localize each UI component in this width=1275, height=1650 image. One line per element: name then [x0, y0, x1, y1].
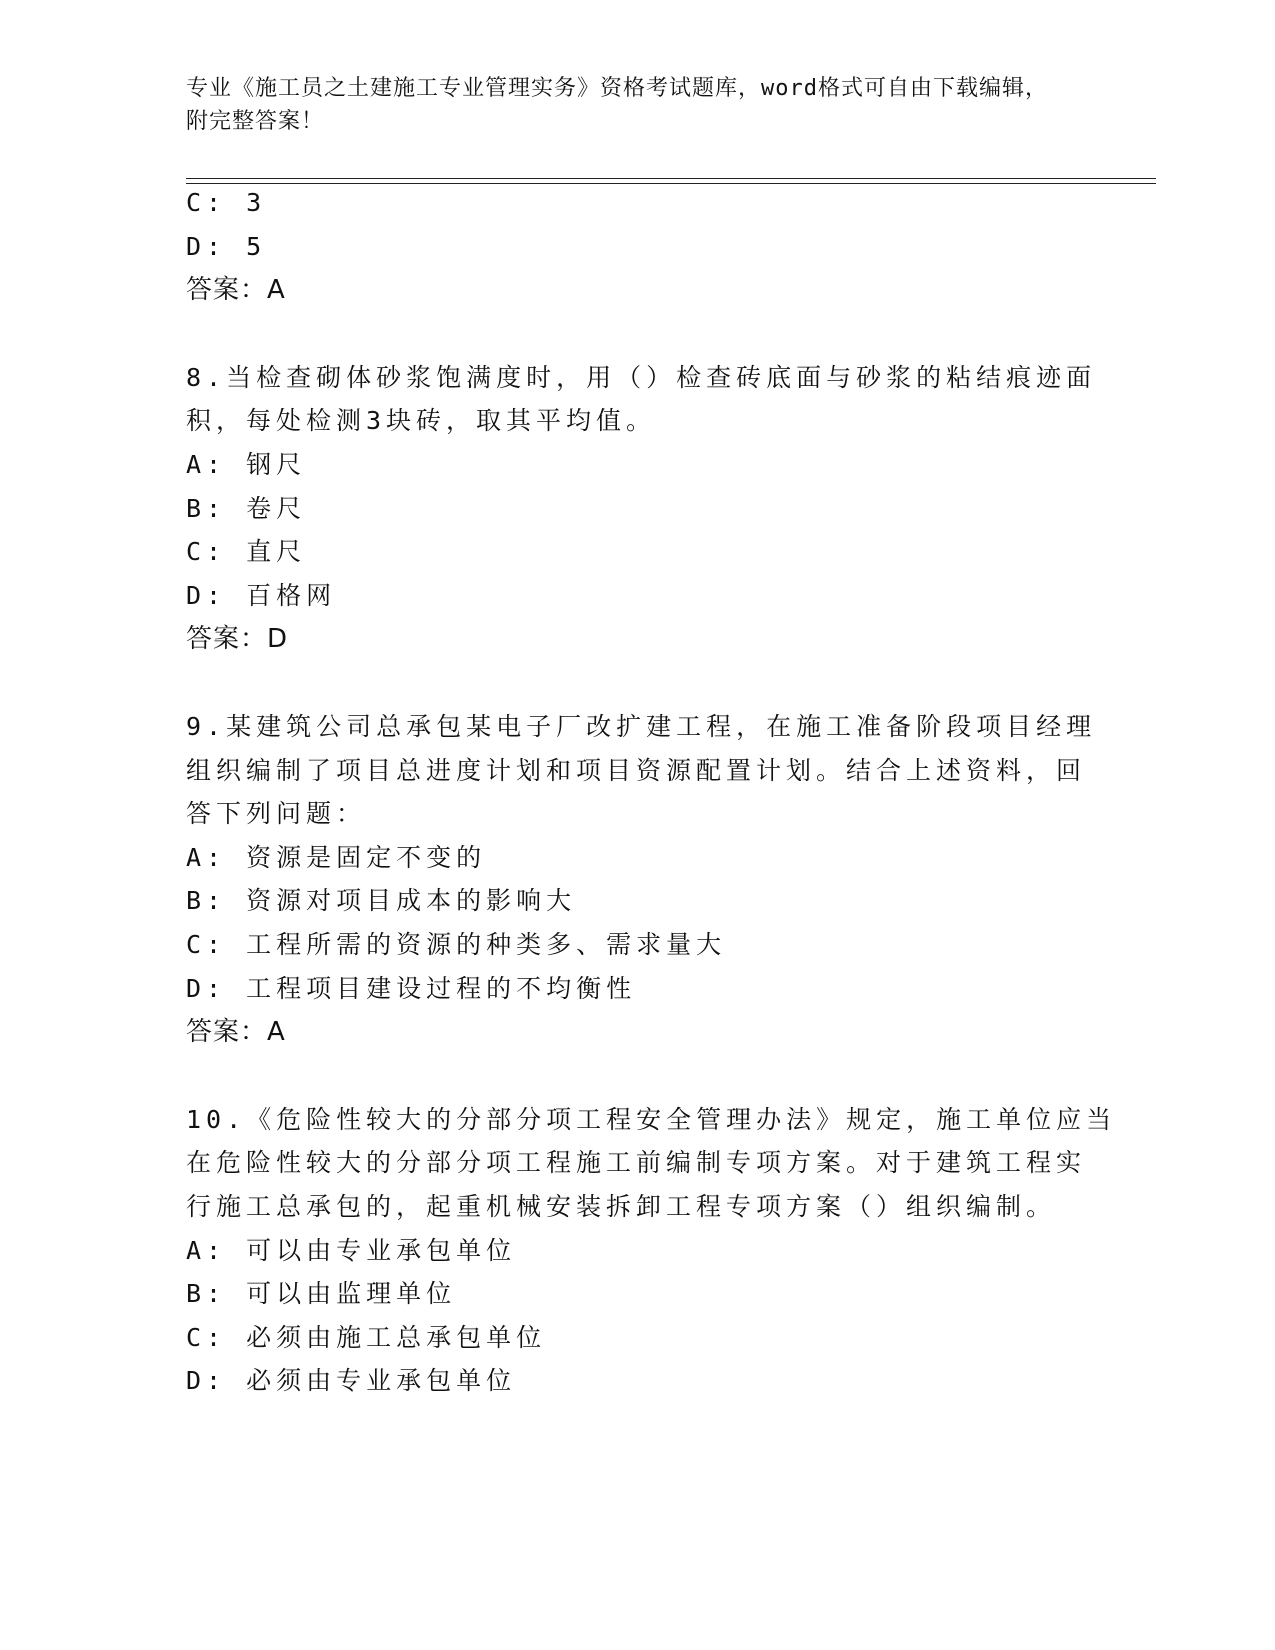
option-text: 工程项目建设过程的不均衡性	[226, 973, 637, 1003]
option-label: B:	[186, 1279, 227, 1309]
option-text: 必须由施工总承包单位	[226, 1322, 547, 1352]
question-stem-line: 9.某建筑公司总承包某电子厂改扩建工程，在施工准备阶段项目经理	[186, 712, 1097, 741]
option-d	[186, 1364, 516, 1398]
option-text: 工程所需的资源的种类多、需求量大	[226, 930, 727, 959]
option-label: C:	[186, 537, 227, 567]
option-label: C:	[186, 188, 227, 217]
option-text: 必须由专业承包单位	[226, 1366, 517, 1396]
option-label: C:	[186, 930, 227, 959]
header-rule-bottom	[186, 183, 1156, 184]
option-label: A:	[186, 450, 227, 479]
option-label: D:	[186, 580, 227, 610]
header-rule-top	[186, 178, 1156, 179]
option-text: 资源是固定不变的	[226, 842, 487, 872]
option-text: 可以由监理单位	[226, 1279, 457, 1309]
option-b	[186, 884, 576, 918]
question-stem-line: 8.当检查砌体砂浆饱满度时，用（）检查砖底面与砂浆的粘结痕迹面	[186, 362, 1097, 392]
option-d	[186, 972, 636, 1006]
option-c	[186, 535, 306, 569]
answer-line: 答案：D	[186, 624, 289, 655]
option-d	[186, 579, 336, 613]
option-label: C:	[186, 1322, 227, 1352]
option-a	[186, 1234, 516, 1268]
option-label: B:	[186, 493, 227, 523]
option-b	[186, 1277, 456, 1311]
page-header: 专业《施工员之土建施工专业管理实务》资格考试题库，word格式可自由下载编辑，附完整答案！	[186, 76, 1048, 134]
option-c	[186, 928, 726, 962]
option-label: A:	[186, 1235, 227, 1265]
answer-line: 答案：A	[186, 275, 286, 306]
question-stem-line: 答下列问题：	[186, 799, 367, 829]
option-text: 钢尺	[226, 450, 307, 479]
option-a	[186, 448, 306, 482]
option-label: D:	[186, 973, 227, 1003]
option-text: 可以由专业承包单位	[226, 1235, 517, 1265]
question-stem-line: 积，每处检测3块砖，取其平均值。	[186, 406, 657, 436]
option-text: 卷尺	[226, 493, 307, 523]
question-stem-line: 在危险性较大的分部分项工程施工前编制专项方案。对于建筑工程实	[186, 1148, 1087, 1178]
option-text: 5	[226, 231, 267, 261]
answer-line: 答案：A	[186, 1017, 286, 1048]
option-label: A:	[186, 842, 227, 872]
question-stem-line: 行施工总承包的，起重机械安装拆卸工程专项方案（）组织编制。	[186, 1192, 1057, 1221]
option-c	[186, 186, 266, 220]
option-b	[186, 492, 306, 526]
option-a	[186, 841, 486, 875]
option-text: 直尺	[226, 537, 307, 567]
option-label: B:	[186, 886, 227, 916]
option-c	[186, 1321, 546, 1355]
option-label: D:	[186, 231, 227, 261]
question-stem-line: 组织编制了项目总进度计划和项目资源配置计划。结合上述资料，回	[186, 755, 1087, 785]
option-text: 百格网	[226, 580, 337, 610]
option-text: 资源对项目成本的影响大	[226, 886, 577, 916]
option-text: 3	[226, 188, 267, 217]
option-d	[186, 230, 266, 264]
option-label: D:	[186, 1366, 227, 1396]
question-stem-line: 10.《危险性较大的分部分项工程安全管理办法》规定，施工单位应当	[186, 1104, 1117, 1134]
